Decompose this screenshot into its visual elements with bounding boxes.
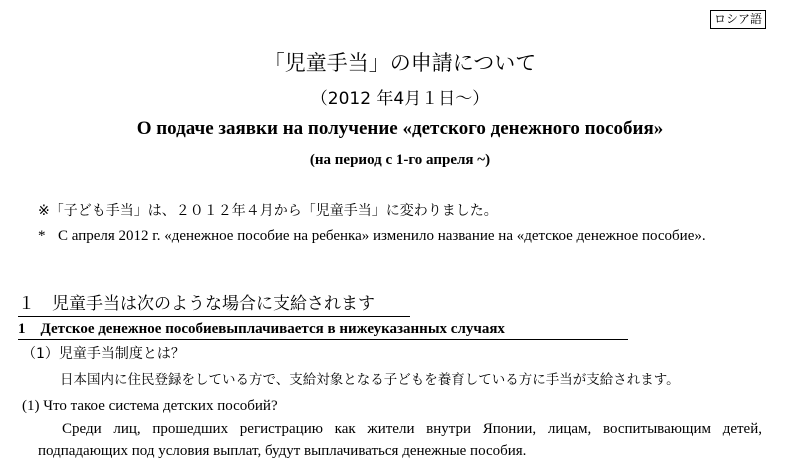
note-asterisk: * bbox=[38, 228, 46, 244]
jp-title: 「児童手当」の申請について bbox=[263, 51, 537, 75]
ru-period: (на период с 1-го апреля ~) bbox=[309, 152, 491, 168]
note-ru-text: С апреля 2012 г. «денежное пособие на ребенка» изменило название на «детское денежное пособие». bbox=[58, 228, 706, 244]
ru-title: О подаче заявки на получение «детского денежного пособия» bbox=[136, 118, 664, 139]
section-heading-jp: １ 児童手当は次のような場合に支給されます bbox=[18, 293, 410, 317]
paragraph-jp: 日本国内に住民登録をしている方で、支給対象となる子どもを養育している方に手当が支給されます。 bbox=[60, 372, 680, 388]
paragraph-ru: Среди лиц, прошедших регистрацию как жители внутри Японии, лицам, воспитывающим детей, подпадающих под условия выплат, будут выплачиваться денежные пособия. bbox=[38, 421, 762, 459]
jp-period: （2012 年4月１日～） bbox=[310, 89, 490, 109]
subsection-heading-ru: (1) Что такое система детских пособий? bbox=[22, 398, 278, 414]
section-heading-ru: 1 Детское денежное пособиевыплачивается в нижеуказанных случаях bbox=[18, 320, 628, 340]
note-jp: ※「子ども手当」は、２０１２年４月から「児童手当」に変わりました。 bbox=[38, 203, 498, 219]
note-ru bbox=[38, 225, 762, 247]
subsection-heading-jp: （1）児童手当制度とは？ bbox=[22, 346, 185, 362]
language-tag: ロシア語 bbox=[710, 10, 766, 29]
